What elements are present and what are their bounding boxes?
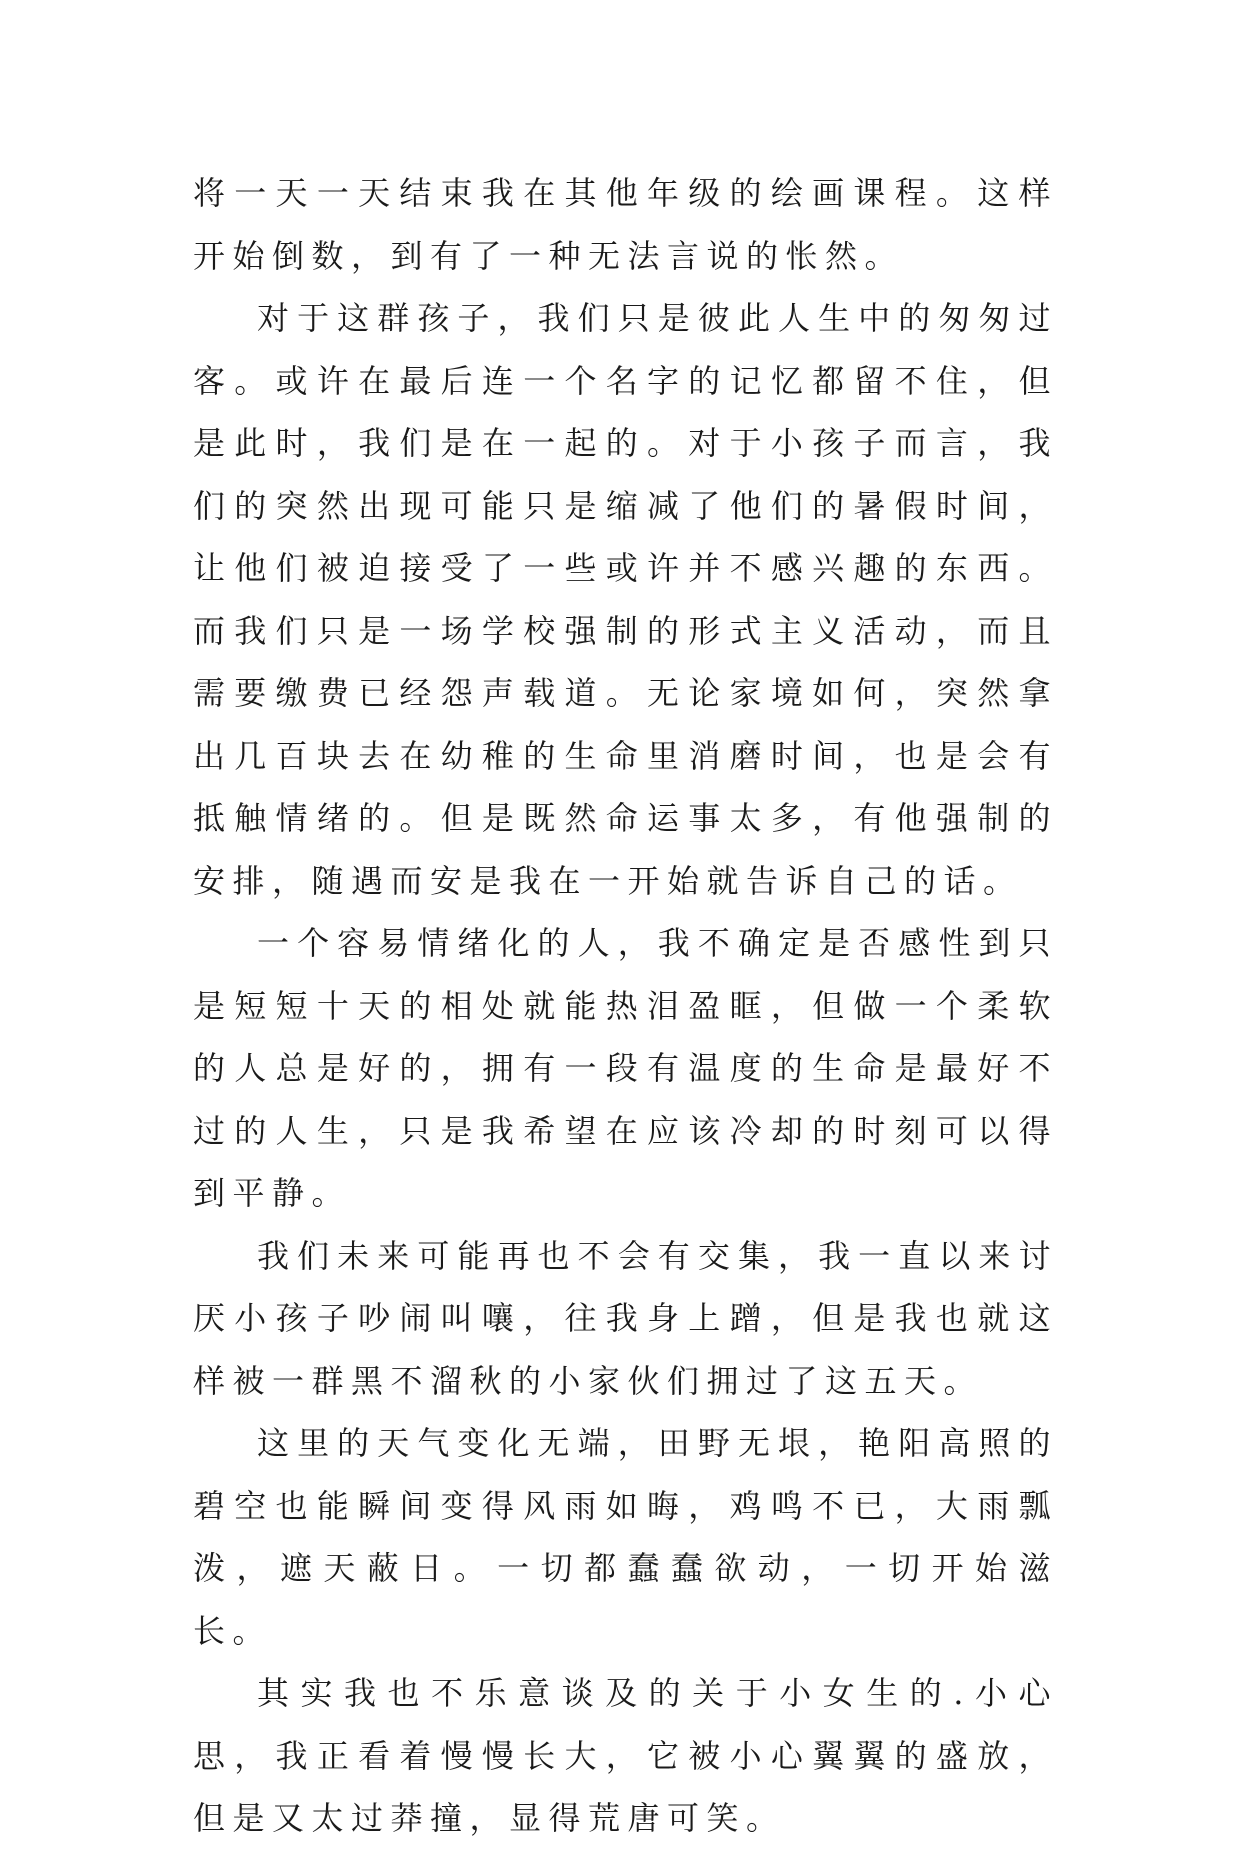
paragraph-1: 将一天一天结束我在其他年级的绘画课程。这样开始倒数，到有了一种无法言说的怅然。 (193, 174, 1058, 275)
document-body (193, 162, 1058, 1850)
paragraph-5: 这里的天气变化无端，田野无垠，艳阳高照的碧空也能瞬间变得风雨如晦，鸡鸣不已，大雨瓢泼，遮天蔽日。一切都蠢蠢欲动，一切开始滋长。 (193, 1424, 1058, 1650)
paragraph-3: 一个容易情绪化的人，我不确定是否感性到只是短短十天的相处就能热泪盈眶，但做一个柔软的人总是好的，拥有一段有温度的生命是最好不过的人生，只是我希望在应该冷却的时刻可以得到平静。 (193, 924, 1058, 1212)
paragraph-4: 我们未来可能再也不会有交集，我一直以来讨厌小孩子吵闹叫嚷，往我身上蹭，但是我也就这样被一群黑不溜秋的小家伙们拥过了这五天。 (193, 1236, 1058, 1400)
paragraph-6: 其实我也不乐意谈及的关于小女生的.小心思，我正看着慢慢长大，它被小心翼翼的盛放，但是又太过莽撞，显得荒唐可笑。 (193, 1674, 1058, 1837)
paragraph-2: 对于这群孩子，我们只是彼此人生中的匆匆过客。或许在最后连一个名字的记忆都留不住，但是此时，我们是在一起的。对于小孩子而言，我们的突然出现可能只是缩减了他们的暑假时间，让他们被迫接受了一些或许并不感兴趣的东西。而我们只是一场学校强制的形式主义活动，而且需要缴费已经怨声载道。无论家境如何，突然拿出几百块去在幼稚的生命里消磨时间，也是会有抵触情绪的。但是既然命运事太多，有他强制的安排，随遇而安是我在一开始就告诉自己的话。 (193, 299, 1058, 900)
